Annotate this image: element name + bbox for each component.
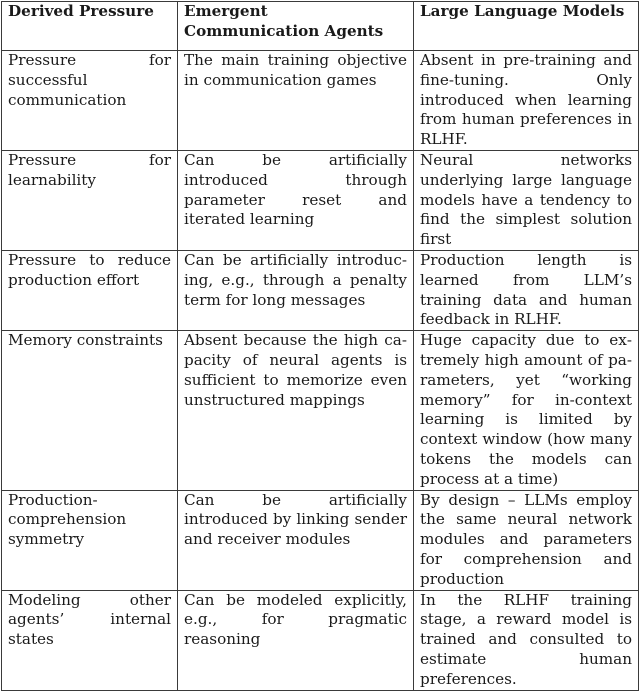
cell-llm: In the RLHF training stage, a reward model is trained and consulted to estimate human preferences.: [414, 590, 639, 690]
cell-emergent: The main training objective in communication games: [178, 51, 414, 151]
table-row: [2, 331, 639, 490]
cell-emergent: Absent because the high capacity of neural agents is sufficient to memorize even unstructured mappings: [178, 331, 414, 490]
cell-llm: By design – LLMs employ the same neural network modules and parameters for comprehension and production: [414, 490, 639, 590]
cell-emergent: Can be artificially introduced by linking sender and receiver modules: [178, 490, 414, 590]
cell-emergent: Can be artificially introduced through parameter reset and iterated learning: [178, 150, 414, 250]
table-row: [2, 51, 639, 151]
pressures-comparison-table: [1, 1, 639, 691]
header-emergent-communication-agents: Emergent Communication Agents: [178, 2, 414, 51]
table-container: [1, 1, 639, 691]
table-row: [2, 590, 639, 690]
cell-pressure: Modeling other agents’ internal states: [2, 590, 178, 690]
header-large-language-models: Large Language Models: [414, 2, 639, 51]
table-row: [2, 250, 639, 330]
table-row: [2, 150, 639, 250]
cell-pressure: Pressure for successful communication: [2, 51, 178, 151]
cell-pressure: Memory constraints: [2, 331, 178, 490]
cell-llm: Huge capacity due to extremely high amount of parameters, yet “working memory” for in-context learning is limited by context window (how many tokens the models can process at a time): [414, 331, 639, 490]
table-header-row: [2, 2, 639, 51]
cell-emergent: Can be modeled explicitly, e.g., for pragmatic reasoning: [178, 590, 414, 690]
cell-pressure: Pressure to reduce production effort: [2, 250, 178, 330]
cell-llm: Absent in pre-training and fine-tuning. Only introduced when learning from human preferences in RLHF.: [414, 51, 639, 151]
header-derived-pressure: Derived Pressure: [2, 2, 178, 51]
cell-pressure: Production-comprehension symmetry: [2, 490, 178, 590]
table-row: [2, 490, 639, 590]
cell-emergent: Can be artificially introducing, e.g., through a penalty term for long messages: [178, 250, 414, 330]
cell-pressure: Pressure for learnability: [2, 150, 178, 250]
cell-llm: Neural networks underlying large language models have a tendency to find the simplest solution first: [414, 150, 639, 250]
cell-llm: Production length is learned from LLM’s training data and human feedback in RLHF.: [414, 250, 639, 330]
